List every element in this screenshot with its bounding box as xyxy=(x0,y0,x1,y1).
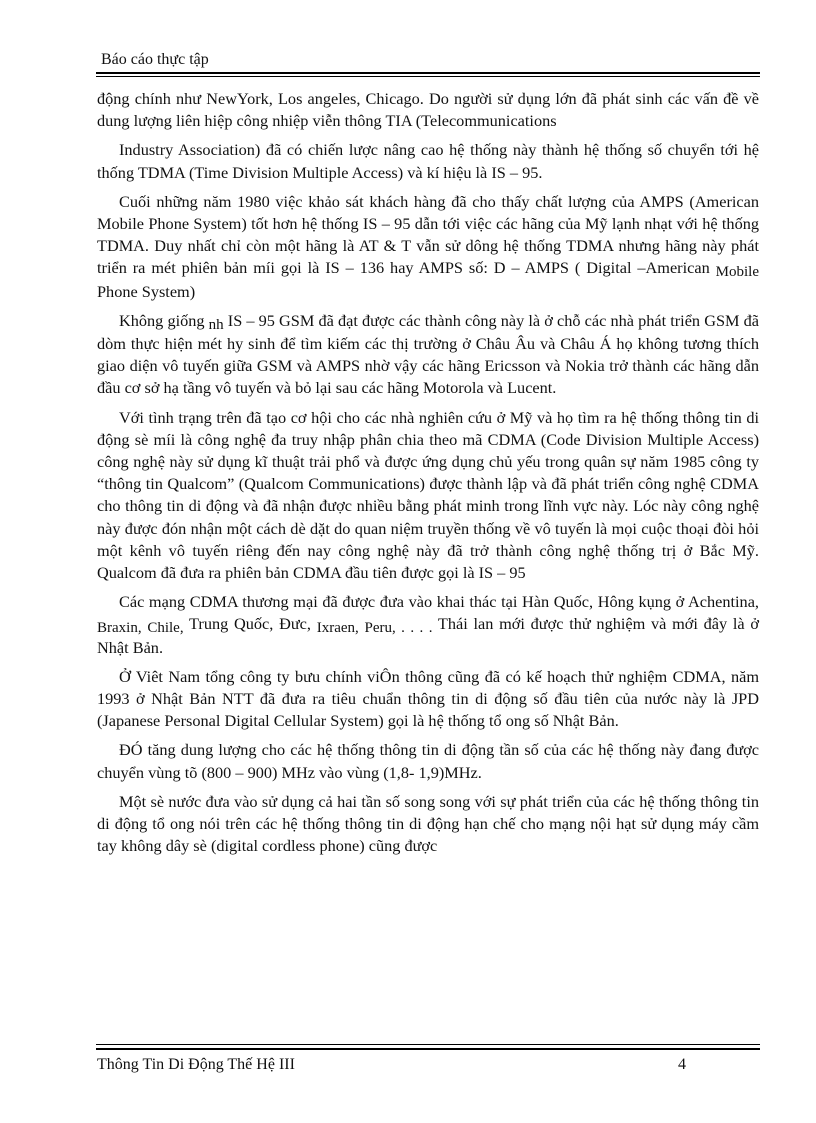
paragraph-2: Industry Association) đã có chiến lược nâng cao hệ thống này thành hệ thống số chuyển tới hệ thống TDMA (Time Division Multiple Access) và kí hiệu là IS – 95. xyxy=(97,140,759,182)
footer-rule-thin xyxy=(96,1044,760,1045)
paragraph-5: Với tình trạng trên đã tạo cơ hội cho các nhà nghiên cứu ở Mỹ và họ tìm ra hệ thống thông tin di động sè míi là công nghệ đa truy nhập phân chia theo mã CDMA (Code Division Multiple Access) công nghệ này sử dụng kĩ thuật trải phổ và được ứng dụng chủ yếu trong quân sự năm 1985 công ty “thông tin Qualcom” (Qualcom Communications) được thành lập và đã phát triển công nghệ CDMA cho thông tin di động và đã nhận được nhiều bằng phát minh trong lĩnh vực này. Lóc này công nghệ này được đón nhận một cách dè dặt do quan niệm truyền thống về vô tuyến là mọi cuộc thoại đòi hỏi một kênh vô tuyến riêng đến nay công nghệ này đã trở thành công nghệ thống trị ở Bắc Mỹ. Qualcom đã đưa ra phiên bản CDMA đầu tiên được gọi là IS – 95 xyxy=(97,407,759,583)
inline-nh: nh xyxy=(208,316,224,333)
footer-title: Thông Tin Di Động Thế Hệ III xyxy=(97,1056,295,1073)
paragraph-3: Cuối những năm 1980 việc khảo sát khách hàng đã cho thấy chất lượng của AMPS (American Mobile Phone System) tốt hơn hệ thống IS – 95 dẫn tới việc các hãng của Mỹ lạnh nhạt với hệ thống TDMA. Duy nhất chỉ còn một hãng là AT & T vẫn sử dông hệ thống TDMA nhưng hãng này phát triển ra mét phiên bản míi gọi là IS – 136 hay AMPS số: D – AMPS ( Digital –American Mobile Phone System) xyxy=(97,191,760,301)
paragraph-1: động chính như NewYork, Los angeles, Chicago. Do người sử dụng lớn đã phát sinh các vấn đề về dung lượng liên hiệp công nhiệp viễn thông TIA (Telecommunications xyxy=(97,89,759,131)
footer-rule-thick xyxy=(96,1048,760,1050)
header-rule-thick xyxy=(96,72,760,74)
paragraph-8: ĐÓ tăng dung lượng cho các hệ thống thông tin di động tần số của các hệ thống này đang được chuyển vùng tõ (800 – 900) MHz vào vùng (1,8- 1,9)MHz. xyxy=(97,740,759,782)
paragraph-7: Ở Viêt Nam tổng công ty bưu chính viÔn thông cũng đã có kế hoạch thử nghiệm CDMA, năm 1993 ở Nhật Bản NTT đã đưa ra tiêu chuẩn thông tin di động số đầu tiên của nước này là JPD (Japanese Personal Digital Cellular System) gọi là hệ thống tổ ong số Nhật Bản. xyxy=(97,666,759,731)
header-rule-thin xyxy=(96,76,760,77)
paragraph-9: Một sè nước đưa vào sử dụng cả hai tần số song song với sự phát triển của các hệ thống thông tin di động tổ ong nói trên các hệ thống thông tin di động hạn chế cho mạng nội hạt sử dụng máy cầm tay không dây sè (digital cordless phone) cũng được xyxy=(97,791,759,856)
page-number: 4 xyxy=(678,1056,686,1073)
paragraph-4: Không giống nh IS – 95 GSM đã đạt được các thành công này là ở chỗ các nhà phát triển GSM đã dòm thực hiện mét hy sinh để tìm kiếm các thị trường ở Châu Âu và Châu Á họ không tương thích giao diện vô tuyến giữa GSM và AMPS nhờ vậy các hãng Ericsson và Nokia trở thành các hãng dẫn đầu cơ sở hạ tầng vô tuyến và bỏ lại sau các hãng Motorola và Lucent. xyxy=(97,310,759,398)
inline-mobile: Mobile xyxy=(715,264,760,281)
paragraph-6: Các mạng CDMA thương mại đã được đưa vào khai thác tại Hàn Quốc, Hông kụng ở Achentina, Braxin, Chile, Trung Quốc, Đưc, Ixraen, Peru, . . . . Thái lan mới được thử nghiệm và mới đây là ở Nhật Bản. xyxy=(97,592,760,657)
header-title: Báo cáo thực tập xyxy=(101,51,209,68)
body-text xyxy=(97,88,759,865)
